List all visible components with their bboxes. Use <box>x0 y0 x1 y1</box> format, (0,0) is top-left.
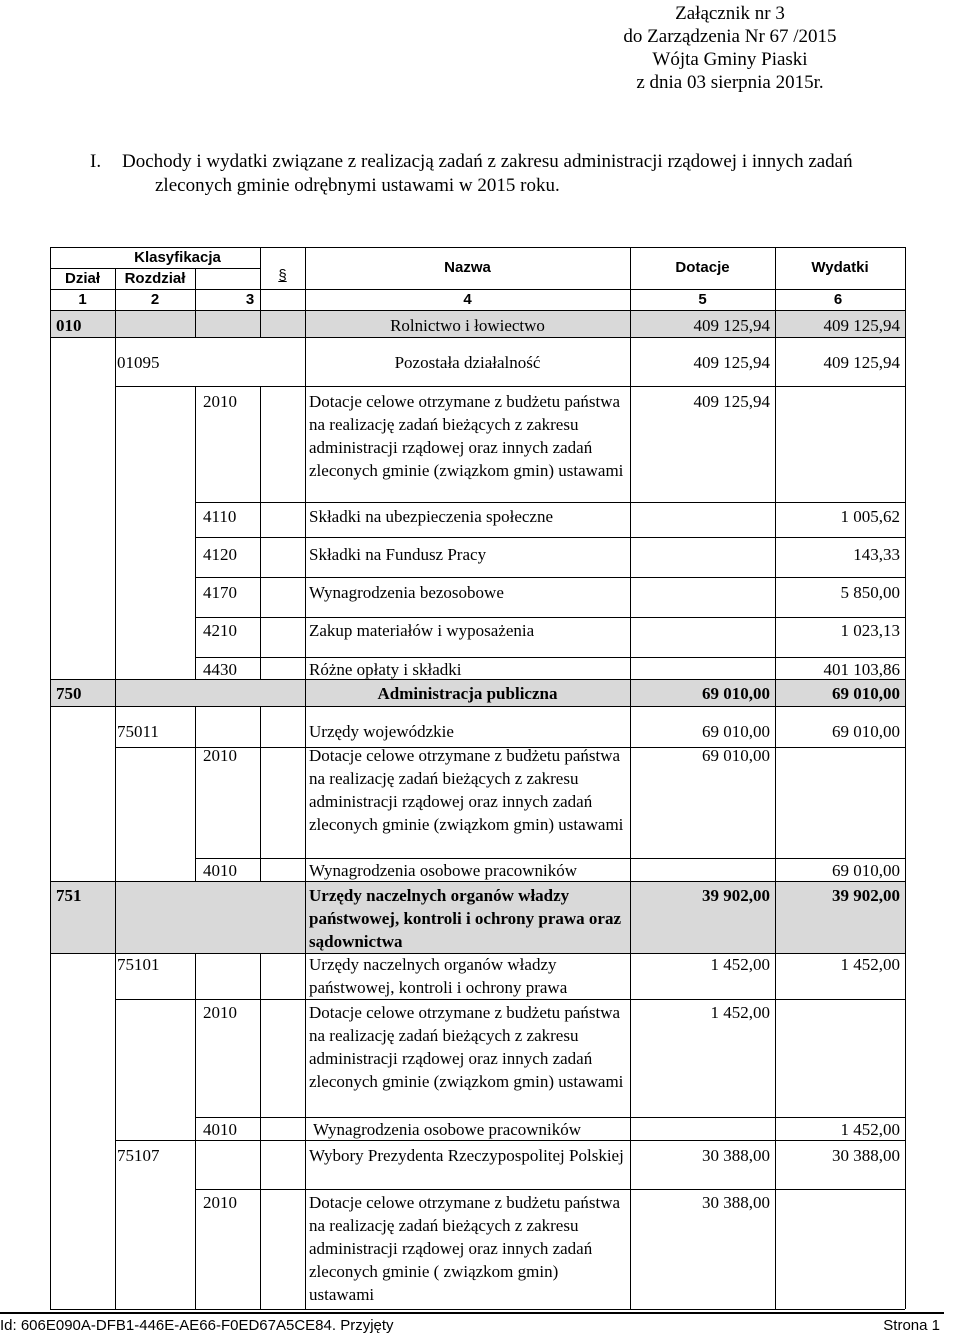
row-dotacje: 409 125,94 <box>693 316 770 335</box>
row-dotacje: 69 010,00 <box>702 746 770 765</box>
row-dotacje: 30 388,00 <box>702 1146 770 1165</box>
row-wydatki: 39 902,00 <box>832 886 900 905</box>
annex-line-3: Wójta Gminy Piaski <box>652 49 808 70</box>
row-wydatki: 401 103,86 <box>823 660 900 679</box>
row-dotacje: 69 010,00 <box>702 684 770 703</box>
annex-line-4: z dnia 03 sierpnia 2015r. <box>636 72 824 93</box>
row-name: Dotacje celowe otrzymane z budżetu państwa na realizację zadań bieżących z zakresu administracji rządowej oraz innych zadań zleconych gminie (związkom gmin) ustawami <box>309 746 624 834</box>
row-wydatki: 409 125,94 <box>823 316 900 335</box>
colnum-3: 3 <box>245 291 255 308</box>
footer-divider <box>0 1312 944 1314</box>
row-wydatki: 1 452,00 <box>840 955 900 974</box>
row-name: Dotacje celowe otrzymane z budżetu państwa na realizację zadań bieżących z zakresu administracji rządowej oraz innych zadań zleconych gminie ( związkom gmin) ustawami <box>309 1193 621 1304</box>
row-dotacje: 1 452,00 <box>710 955 770 974</box>
footer-page-number: Strona 1 <box>883 1317 940 1334</box>
budget-table <box>50 247 905 1309</box>
row-dotacje: 409 125,94 <box>693 353 770 372</box>
row-name: Urzędy wojewódzkie <box>309 722 454 741</box>
row-name: Wynagrodzenia bezosobowe <box>309 583 504 602</box>
row-paragraf: 4110 <box>203 507 237 526</box>
row-name: Pozostała działalność <box>394 353 541 372</box>
row-name: Składki na ubezpieczenia społeczne <box>309 507 554 526</box>
row-paragraf: 2010 <box>203 392 237 411</box>
row-rozdzial: 75101 <box>117 955 160 974</box>
row-wydatki: 143,33 <box>853 545 900 564</box>
row-paragraf: 2010 <box>203 1193 237 1212</box>
row-name: Zakup materiałów i wyposażenia <box>309 621 535 640</box>
section-number: I. <box>90 151 102 172</box>
row-paragraf: 2010 <box>203 746 237 765</box>
row-dotacje: 409 125,94 <box>693 392 770 411</box>
row-dotacje: 1 452,00 <box>710 1003 770 1022</box>
header-rozdzial: Rozdział <box>124 270 186 287</box>
header-klasyfikacja: Klasyfikacja <box>134 249 221 266</box>
annex-line-2: do Zarządzenia Nr 67 /2015 <box>623 26 837 47</box>
row-paragraf: 4010 <box>203 861 237 880</box>
row-name: Administracja publiczna <box>377 684 558 703</box>
header-wydatki: Wydatki <box>811 259 869 276</box>
row-name: Składki na Fundusz Pracy <box>309 545 487 564</box>
row-wydatki: 5 850,00 <box>840 583 900 602</box>
colnum-1: 1 <box>78 291 87 308</box>
colnum-6: 6 <box>833 291 843 308</box>
row-paragraf: 4430 <box>203 660 237 679</box>
row-dzial: 010 <box>56 316 82 335</box>
row-dotacje: 39 902,00 <box>702 886 770 905</box>
section-title-line-1: Dochody i wydatki związane z realizacją zadań z zakresu administracji rządowej i innych zadań <box>122 151 853 172</box>
row-wydatki: 69 010,00 <box>832 722 900 741</box>
header-dotacje: Dotacje <box>675 259 730 276</box>
header-dzial: Dział <box>64 270 100 287</box>
row-wydatki: 1 023,13 <box>840 621 900 640</box>
row-dzial: 751 <box>56 886 82 905</box>
colnum-2: 2 <box>150 291 160 308</box>
row-name: Rolnictwo i łowiectwo <box>390 316 545 335</box>
section-title-line-2: zleconych gminie odrębnymi ustawami w 2015 roku. <box>155 175 560 196</box>
row-dzial: 750 <box>56 684 82 703</box>
row-paragraf: 4170 <box>203 583 237 602</box>
row-name: Różne opłaty i składki <box>309 660 462 679</box>
annex-header <box>580 2 880 94</box>
row-rozdzial: 75107 <box>117 1146 160 1165</box>
row-dotacje: 30 388,00 <box>702 1193 770 1212</box>
row-wydatki: 409 125,94 <box>823 353 900 372</box>
colnum-4: 4 <box>463 291 472 308</box>
row-name: Dotacje celowe otrzymane z budżetu państwa na realizację zadań bieżących z zakresu administracji rządowej oraz innych zadań zleconych gminie (związkom gmin) ustawami <box>309 1003 624 1091</box>
row-name: Urzędy naczelnych organów władzy państwowej, kontroli i ochrony prawa oraz sądownictwa <box>309 886 621 951</box>
row-name: Dotacje celowe otrzymane z budżetu państwa na realizację zadań bieżących z zakresu administracji rządowej oraz innych zadań zleconych gminie (związkom gmin) ustawami <box>309 392 624 480</box>
row-wydatki: 1 005,62 <box>840 507 900 526</box>
row-name: Wynagrodzenia osobowe pracowników <box>309 861 578 880</box>
header-nazwa: Nazwa <box>444 259 491 276</box>
row-wydatki: 69 010,00 <box>832 861 900 880</box>
row-dotacje: 69 010,00 <box>702 722 770 741</box>
row-paragraf: 4010 <box>203 1120 237 1139</box>
header-paragraf: § <box>278 267 287 284</box>
footer-document-id: Id: 606E090A-DFB1-446E-AE66-F0ED67A5CE84. Przyjęty <box>0 1317 394 1334</box>
row-name: Wybory Prezydenta Rzeczypospolitej Polskiej <box>309 1146 624 1165</box>
row-name: Urzędy naczelnych organów władzy państwowej, kontroli i ochrony prawa <box>309 955 568 997</box>
colnum-5: 5 <box>698 291 707 308</box>
annex-line-1: Załącznik nr 3 <box>675 3 785 24</box>
row-name: Wynagrodzenia osobowe pracowników <box>313 1120 582 1139</box>
row-rozdzial: 75011 <box>117 722 159 741</box>
row-paragraf: 4120 <box>203 545 237 564</box>
row-wydatki: 69 010,00 <box>832 684 900 703</box>
row-paragraf: 4210 <box>203 621 237 640</box>
row-rozdzial: 01095 <box>117 353 160 372</box>
row-wydatki: 30 388,00 <box>832 1146 900 1165</box>
row-wydatki: 1 452,00 <box>840 1120 900 1139</box>
row-paragraf: 2010 <box>203 1003 237 1022</box>
